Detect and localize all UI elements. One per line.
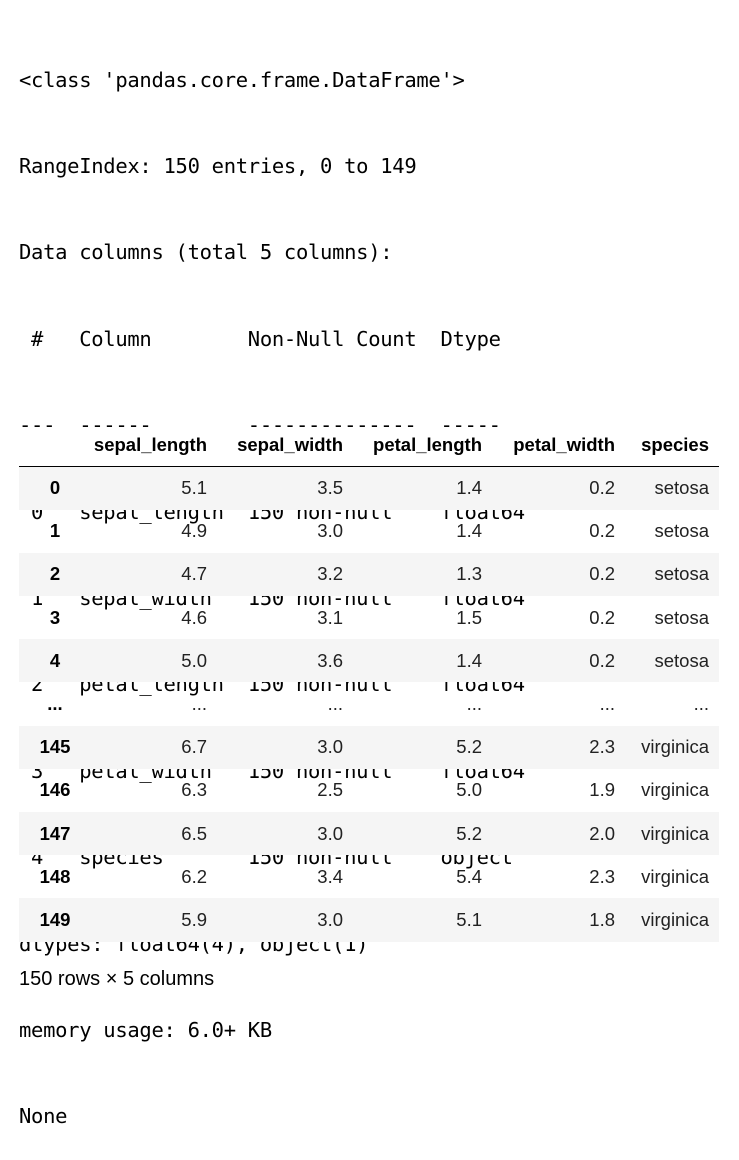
table-cell: 4.7 — [181, 563, 207, 585]
table-cell: 3.0 — [317, 908, 343, 930]
info-line: Data columns (total 5 columns): — [19, 240, 393, 265]
table-cell: 6.5 — [181, 822, 207, 844]
info-line: 0 sepal_length 150 non-null float64 — [19, 499, 525, 524]
table-cell: ... — [599, 693, 615, 715]
table-cell: 5.9 — [181, 908, 207, 930]
info-line: memory usage: 6.0+ KB — [19, 1017, 272, 1042]
table-cell: 3.0 — [317, 822, 343, 844]
column-header: sepal_length — [91, 424, 217, 467]
row-index: 145 — [39, 736, 71, 758]
table-cell: 6.3 — [181, 779, 207, 801]
table-cell: 5.4 — [456, 865, 482, 887]
row-index: 3 — [49, 606, 61, 628]
table-cell: 3.4 — [317, 865, 343, 887]
table-cell: 5.0 — [456, 779, 482, 801]
info-line: 1 sepal_width 150 non-null float64 — [19, 585, 525, 610]
info-line: 4 species 150 non-null object — [19, 845, 525, 870]
table-row — [19, 639, 719, 682]
table-cell: 2.3 — [589, 865, 615, 887]
info-line: --- ------ -------------- ----- — [19, 413, 525, 438]
row-index: 149 — [39, 908, 71, 930]
table-header-row — [19, 424, 719, 467]
table-row — [19, 596, 719, 639]
column-header: petal_width — [492, 424, 625, 467]
info-line: <class 'pandas.core.frame.DataFrame'> — [19, 67, 465, 92]
row-index: 146 — [39, 779, 71, 801]
table-cell: 1.4 — [456, 649, 482, 671]
table-cell: 5.0 — [181, 649, 207, 671]
table-cell: 5.2 — [456, 736, 482, 758]
table-cell: 6.7 — [181, 736, 207, 758]
info-line: 3 petal_width 150 non-null float64 — [19, 758, 525, 783]
table-cell: 0.2 — [589, 520, 615, 542]
table-cell: setosa — [654, 563, 709, 585]
table-cell: 2.0 — [589, 822, 615, 844]
table-cell: ... — [327, 693, 343, 715]
table-cell: ... — [191, 693, 207, 715]
row-index: 0 — [49, 477, 61, 499]
table-cell: 5.1 — [181, 477, 207, 499]
info-line: # Column Non-Null Count Dtype — [19, 326, 525, 351]
table-cell: virginica — [641, 908, 709, 930]
table-row — [19, 726, 719, 769]
table-cell: 1.5 — [456, 606, 482, 628]
table-cell: 3.2 — [317, 563, 343, 585]
table-row — [19, 812, 719, 855]
table-cell: 0.2 — [589, 477, 615, 499]
dataframe-shape-text: 150 rows × 5 columns — [19, 968, 215, 990]
table-cell: 5.1 — [456, 908, 482, 930]
column-header: petal_length — [353, 424, 492, 467]
table-cell: setosa — [654, 477, 709, 499]
row-index: 147 — [39, 822, 71, 844]
info-line: None — [19, 1104, 68, 1129]
row-index: 1 — [49, 520, 61, 542]
table-cell: 2.5 — [317, 779, 343, 801]
table-cell: virginica — [641, 865, 709, 887]
table-cell: 1.4 — [456, 477, 482, 499]
table-cell: 1.4 — [456, 520, 482, 542]
table-row — [19, 898, 719, 941]
row-index: 148 — [39, 865, 71, 887]
table-cell: 4.9 — [181, 520, 207, 542]
info-line: dtypes: float64(4), object(1) — [19, 931, 369, 956]
table-row — [19, 682, 719, 725]
table-cell: 3.0 — [317, 736, 343, 758]
column-header: sepal_width — [217, 424, 353, 467]
table-cell: virginica — [641, 779, 709, 801]
table-row — [19, 553, 719, 596]
info-line: RangeIndex: 150 entries, 0 to 149 — [19, 153, 417, 178]
table-cell: setosa — [654, 520, 709, 542]
table-row — [19, 467, 719, 510]
table-cell: 1.9 — [589, 779, 615, 801]
row-index: 2 — [49, 563, 61, 585]
table-cell: ... — [466, 693, 482, 715]
table-cell: 3.1 — [317, 606, 343, 628]
table-cell: 5.2 — [456, 822, 482, 844]
info-line: 2 petal_length 150 non-null float64 — [19, 672, 525, 697]
table-cell: 6.2 — [181, 865, 207, 887]
table-cell: virginica — [641, 736, 709, 758]
dataframe-table — [19, 424, 719, 942]
table-cell: 0.2 — [589, 649, 615, 671]
table-cell: 0.2 — [589, 606, 615, 628]
table-cell: setosa — [654, 606, 709, 628]
table-row — [19, 510, 719, 553]
table-cell: setosa — [654, 649, 709, 671]
table-cell: 2.3 — [589, 736, 615, 758]
dataframe-table-container — [19, 424, 719, 942]
table-row — [19, 855, 719, 898]
table-cell: ... — [693, 693, 709, 715]
index-header — [19, 424, 91, 467]
row-index: ... — [47, 693, 63, 715]
table-row — [19, 769, 719, 812]
table-cell: 3.5 — [317, 477, 343, 499]
table-cell: 3.6 — [317, 649, 343, 671]
table-cell: 4.6 — [181, 606, 207, 628]
table-cell: 0.2 — [589, 563, 615, 585]
table-cell: 3.0 — [317, 520, 343, 542]
row-index: 4 — [49, 649, 61, 671]
table-cell: virginica — [641, 822, 709, 844]
table-cell: 1.8 — [589, 908, 615, 930]
table-cell: 1.3 — [456, 563, 482, 585]
column-header: species — [625, 424, 719, 467]
